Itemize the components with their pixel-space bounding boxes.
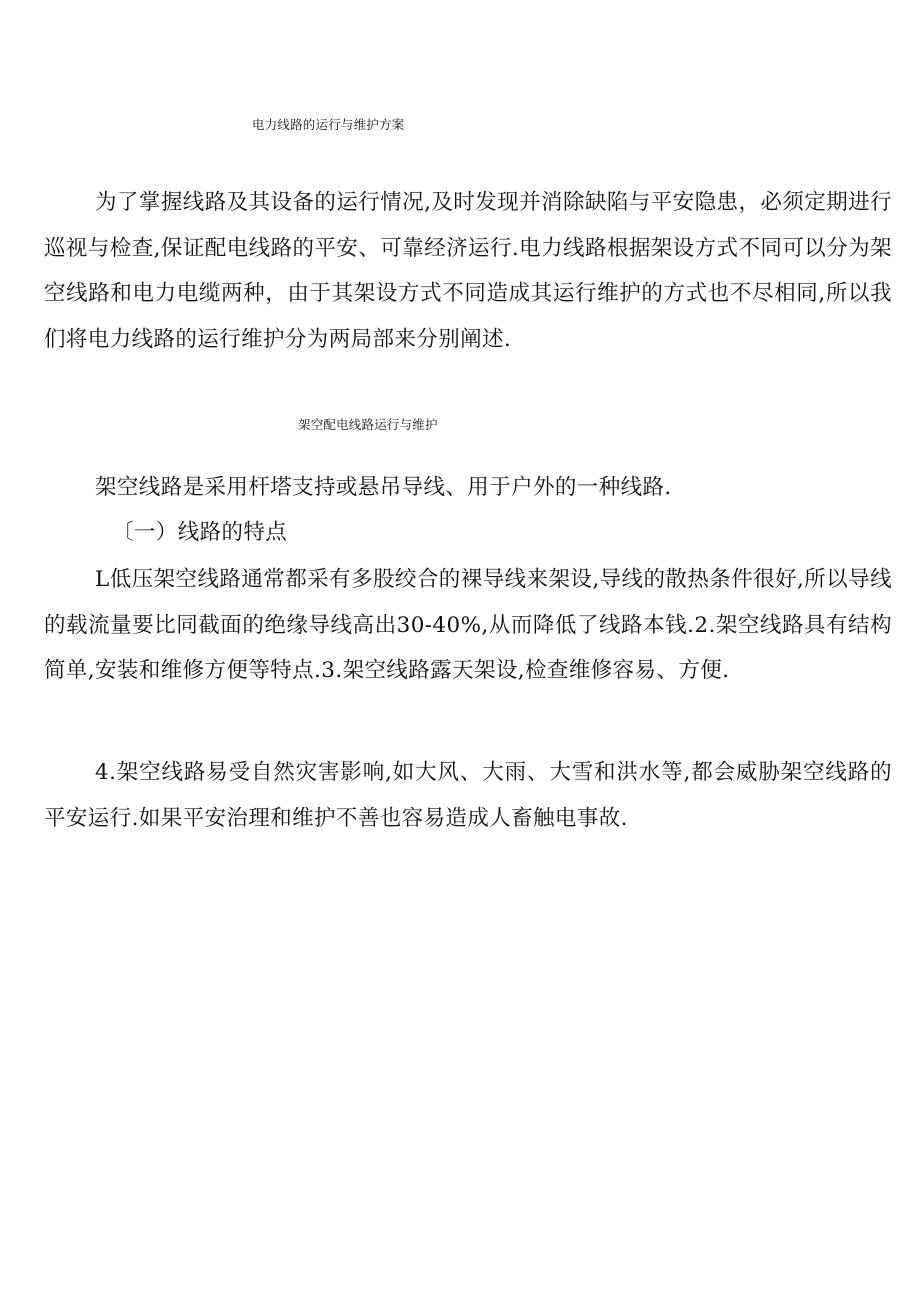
document-title: 电力线路的运行与维护方案 — [252, 117, 405, 132]
subsection-heading: 〔一）线路的特点 — [112, 520, 288, 545]
features-paragraph: L低压架空线路通常都采有多股绞合的裸导线来架设,导线的散热条件很好,所以导线的载流量要比同截面的绝缘导线高出30-40%,从而降低了线路本钱.2.架空线路具有结构简单,安装和维修方便等特点.3.架空线路露天架设,检查维修容易、方便. — [44, 567, 892, 683]
intro-paragraph: 为了掌握线路及其设备的运行情况,及时发现并消除缺陷与平安隐患，必须定期进行巡视与检查,保证配电线路的平安、可靠经济运行.电力线路根据架设方式不同可以分为架空线路和电力电缆两种，由于其架设方式不同造成其运行维护的方式也不尽相同,所以我们将电力线路的运行维护分为两局部来分别阐述. — [44, 190, 892, 352]
section-intro-paragraph: 架空线路是采用杆塔支持或悬吊导线、用于户外的一种线路. — [95, 475, 672, 500]
features-paragraph-4: 4.架空线路易受自然灾害影响,如大风、大雨、大雪和洪水等,都会威胁架空线路的平安运行.如果平安治理和维护不善也容易造成人畜触电事故. — [44, 760, 892, 831]
section-title: 架空配电线路运行与维护 — [298, 417, 438, 432]
